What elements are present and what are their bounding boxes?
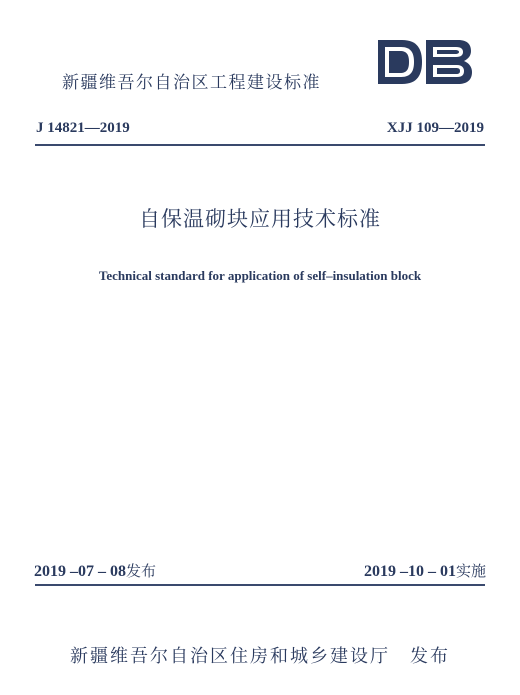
top-divider [35,144,485,146]
standard-number: XJJ 109—2019 [386,120,484,136]
issue-label: 发布 [126,562,157,580]
db-logo-icon [376,38,474,86]
filing-number: J 14821—2019 [36,120,130,136]
effective-date-block [364,560,486,581]
effective-date: 2019 –10 – 01 [363,563,456,580]
issuer-heading: 新疆维吾尔自治区工程建设标准 [62,73,321,93]
db-logo [376,38,474,86]
bottom-divider [35,584,485,586]
issue-date: 2019 –07 – 08 [34,563,126,580]
effective-label: 实施 [455,562,486,580]
publisher: 新疆维吾尔自治区住房和城乡建设厅 发布 [70,646,450,667]
issue-date-block [34,560,156,581]
title-chinese: 自保温砌块应用技术标准 [139,207,381,231]
title-english: Technical standard for application of self–insulation block [98,268,422,283]
